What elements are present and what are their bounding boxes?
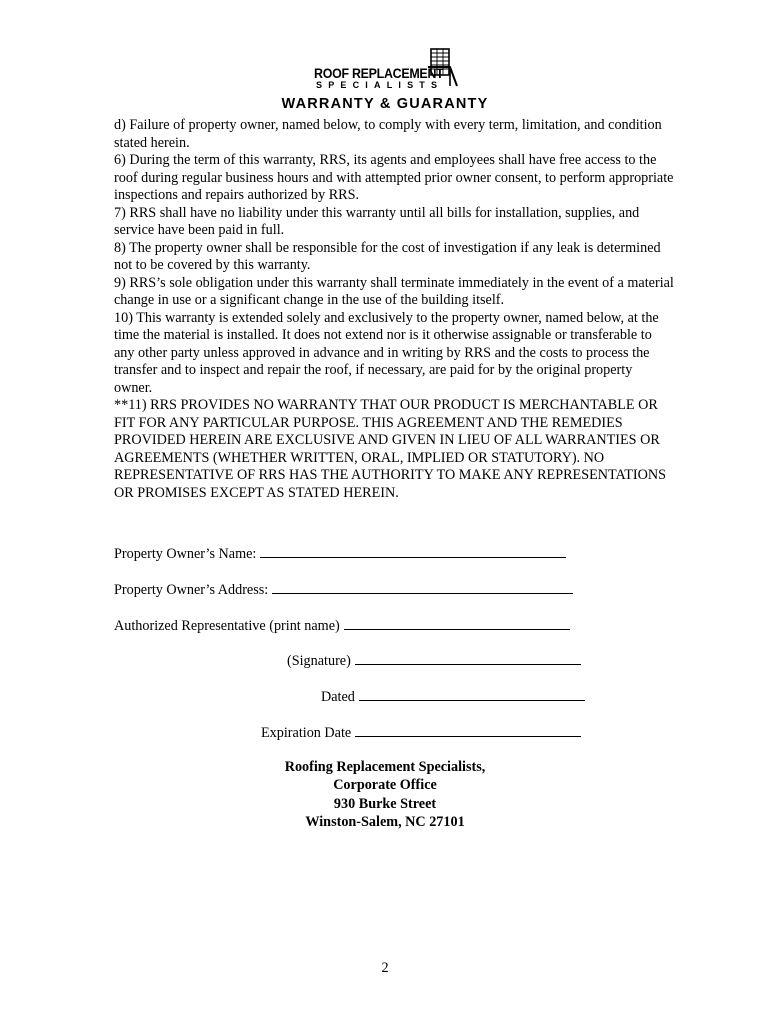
document-title: WARRANTY & GUARANTY — [281, 96, 489, 112]
authorized-rep-line[interactable] — [344, 616, 570, 630]
office-street: 930 Burke Street — [333, 795, 437, 812]
office-label: Corporate Office — [333, 777, 437, 794]
term-10: 10) This warranty is extended solely and exclusively to the property owner, named below, at the time the material is installed. It does not extend nor is it otherwise assignable or transferable to any other party unless approved in advance and in writing by RRS and the costs to process the transfer and to inspect and repair the roof, if necessary, are paid for by the original property owner. — [114, 309, 659, 396]
corporate-office-address — [0, 758, 770, 831]
owner-name-label: Property Owner’s Name: — [114, 546, 257, 562]
dated-label: Dated — [321, 689, 355, 705]
logo-subtitle: SPECIALISTS — [316, 80, 444, 90]
term-d: d) Failure of property owner, named below, to comply with every term, limitation, and condition stated herein. — [114, 117, 662, 151]
logo-wordmark: ROOF REPLACEMENT — [314, 66, 444, 81]
warranty-terms — [114, 117, 674, 502]
owner-address-label: Property Owner’s Address: — [114, 582, 269, 598]
page-number: 2 — [381, 960, 389, 976]
owner-address-field[interactable] — [114, 580, 573, 599]
term-7: 7) RRS shall have no liability under this warranty until all bills for installation, supplies, and service have been paid in full. — [114, 204, 640, 238]
term-6: 6) During the term of this warranty, RRS, its agents and employees shall have free access to the roof during regular business hours and with attempted prior owner consent, to perform appropriate inspections and repairs authorized by RRS. — [114, 152, 674, 203]
owner-name-line[interactable] — [260, 544, 566, 558]
signature-line[interactable] — [355, 651, 581, 665]
dated-line[interactable] — [359, 687, 585, 701]
expiration-label: Expiration Date — [261, 725, 352, 741]
signature-label: (Signature) — [287, 653, 351, 669]
term-8: 8) The property owner shall be responsible for the cost of investigation if any leak is determined not to be covered by this warranty. — [114, 239, 661, 273]
signature-field[interactable] — [287, 651, 581, 670]
owner-address-line[interactable] — [272, 580, 573, 594]
owner-name-field[interactable] — [114, 544, 566, 563]
term-11: **11) RRS PROVIDES NO WARRANTY THAT OUR PRODUCT IS MERCHANTABLE OR FIT FOR ANY PARTICULAR PURPOSE. THIS AGREEMENT AND THE REMEDIES PROVIDED HEREIN ARE EXCLUSIVE AND GIVEN IN LIEU OF ALL WARRANTIES OR AGREEMENTS (WHETHER WRITTEN, ORAL, IMPLIED OR STATUTORY). NO REPRESENTATIVE OF RRS HAS THE AUTHORITY TO MAKE ANY REPRESENTATIONS OR PROMISES EXCEPT AS STATED HEREIN. — [114, 397, 666, 501]
expiration-field[interactable] — [261, 723, 581, 742]
expiration-line[interactable] — [355, 723, 581, 737]
term-9: 9) RRS’s sole obligation under this warranty shall terminate immediately in the event of a material change in use or a significant change in the use of the building itself. — [114, 274, 674, 308]
office-city: Winston-Salem, NC 27101 — [305, 813, 465, 830]
company-logo — [312, 46, 462, 92]
dated-field[interactable] — [321, 687, 585, 706]
authorized-rep-field[interactable] — [114, 616, 570, 635]
authorized-rep-label: Authorized Representative (print name) — [114, 618, 340, 634]
office-company: Roofing Replacement Specialists, — [284, 759, 486, 775]
